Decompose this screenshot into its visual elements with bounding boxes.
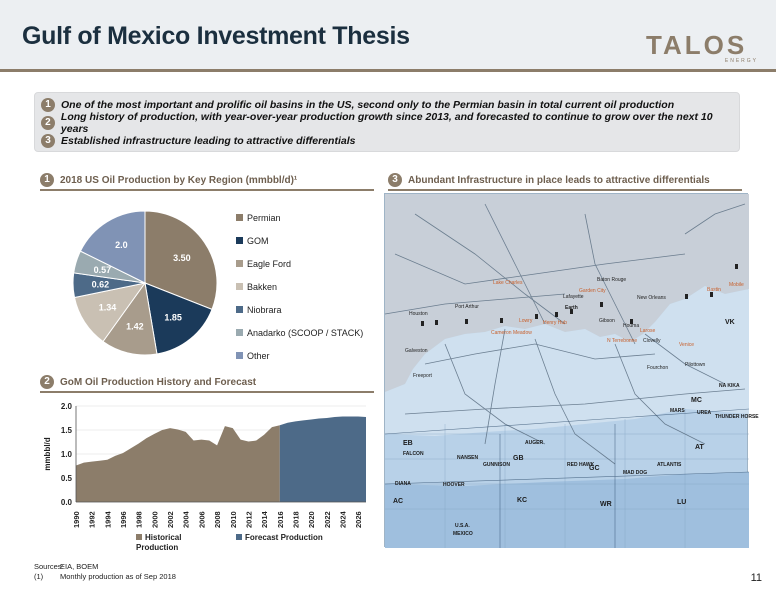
legend-label: GOM bbox=[247, 235, 269, 246]
legend-label: Eagle Ford bbox=[247, 258, 292, 269]
legend-label: Bakken bbox=[247, 281, 278, 292]
footnote-line bbox=[34, 572, 176, 581]
area-ac: AC bbox=[393, 498, 404, 505]
map-label-n-terrebonne: N Terrebonne bbox=[607, 338, 638, 344]
legend-label: Historical Production bbox=[136, 533, 182, 552]
x-tick-label: 2022 bbox=[322, 511, 332, 528]
map-label-garden-city: Garden City bbox=[579, 288, 606, 294]
x-tick-label: 1992 bbox=[87, 511, 97, 528]
infrastructure-map bbox=[384, 193, 759, 547]
area-mexico: MEXICO bbox=[453, 531, 473, 537]
legend-swatch bbox=[236, 283, 243, 290]
section-divider bbox=[40, 189, 374, 191]
legend-swatch bbox=[236, 214, 243, 221]
y-tick-label: 1.5 bbox=[60, 426, 72, 435]
sources-label: Sources: bbox=[34, 562, 64, 571]
x-tick-label: 2026 bbox=[354, 511, 364, 528]
pie-legend bbox=[236, 206, 363, 367]
area-series-forecast bbox=[280, 417, 366, 502]
thesis-point-2 bbox=[41, 111, 739, 135]
map-label-cameron-meadow: Cameron Meadow bbox=[491, 330, 532, 336]
x-tick-label: 1994 bbox=[103, 511, 113, 528]
pie-value-label: 2.0 bbox=[115, 240, 128, 251]
y-tick-label: 2.0 bbox=[60, 402, 72, 411]
area-nansen: NANSEN bbox=[457, 455, 479, 461]
y-tick-label: 1.0 bbox=[60, 450, 72, 459]
map-label-lowry: Lowry bbox=[519, 318, 533, 324]
legend-swatch bbox=[236, 329, 243, 336]
legend-item bbox=[236, 298, 363, 321]
area-gunnison: GUNNISON bbox=[483, 462, 510, 468]
y-tick-label: 0.0 bbox=[60, 498, 72, 507]
section-title-pie bbox=[40, 173, 297, 187]
area-na-kika: NA KIKA bbox=[719, 383, 740, 389]
thesis-text: One of the most important and prolific oil basins in the US, second only to the Permian basin in total current oil production bbox=[61, 99, 675, 111]
y-axis-label: mmbbl/d bbox=[43, 437, 52, 471]
legend-item bbox=[236, 229, 363, 252]
sources-text: EIA, BOEM bbox=[60, 562, 99, 571]
map-label-houston: Houston bbox=[409, 311, 428, 317]
x-tick-label: 1990 bbox=[72, 511, 81, 528]
area-usa: U.S.A. bbox=[455, 523, 470, 529]
legend-label: Niobrara bbox=[247, 304, 282, 315]
map-label-houma: Houma bbox=[623, 323, 640, 329]
area-thunder-horse: THUNDER HORSE bbox=[715, 414, 759, 420]
area-series-historical bbox=[76, 425, 280, 502]
pie-value-label: 1.42 bbox=[126, 321, 144, 332]
legend-item bbox=[236, 206, 363, 229]
map-label-venice: Venice bbox=[679, 342, 695, 348]
map-label-larose: Larose bbox=[640, 328, 656, 334]
area-mad-dog: MAD DOG bbox=[623, 470, 648, 476]
number-badge: 1 bbox=[40, 173, 54, 187]
area-lu: LU bbox=[677, 499, 687, 506]
pie-value-label: 1.34 bbox=[98, 302, 117, 313]
map-label-galveston: Galveston bbox=[405, 348, 428, 354]
pie-chart bbox=[60, 203, 230, 363]
legend-label: Forecast Production bbox=[245, 533, 323, 542]
area-wr: WR bbox=[600, 501, 612, 508]
y-tick-label: 0.5 bbox=[60, 474, 72, 483]
thesis-point-3 bbox=[41, 133, 355, 149]
map-label-port-arthur: Port Arthur bbox=[455, 304, 479, 310]
x-tick-label: 2010 bbox=[228, 511, 238, 528]
map-label-clovelly: Clovelly bbox=[643, 338, 661, 344]
section-title-text: GoM Oil Production History and Forecast bbox=[60, 376, 257, 388]
map-label-new-orleans: New Orleans bbox=[637, 295, 666, 301]
section-title-text: Abundant Infrastructure in place leads to attractive differentials bbox=[408, 174, 710, 186]
x-tick-label: 2012 bbox=[244, 511, 254, 528]
legend-swatch bbox=[236, 534, 242, 540]
legend-swatch bbox=[136, 534, 142, 540]
logo-wordmark: TALOS bbox=[646, 30, 748, 60]
map-label-pilottown: Pilottown bbox=[685, 362, 706, 368]
pie-value-label: 1.85 bbox=[164, 312, 182, 323]
x-tick-label: 2006 bbox=[197, 511, 207, 528]
map-label-henry-hub: Henry Hub bbox=[543, 320, 567, 326]
thesis-box bbox=[34, 92, 740, 152]
legend-item bbox=[236, 321, 363, 344]
legend-swatch bbox=[236, 306, 243, 313]
map-label-freeport: Freeport bbox=[413, 373, 432, 379]
x-tick-label: 1998 bbox=[134, 511, 144, 528]
map-label-baton-rouge: Baton Rouge bbox=[597, 277, 627, 283]
map-label-lake-charles: Lake Charles bbox=[493, 280, 523, 286]
map-graphic bbox=[385, 194, 759, 548]
legend-label: Anadarko (SCOOP / STACK) bbox=[247, 327, 364, 338]
sources-line bbox=[34, 562, 99, 571]
area-atlantis: ATLANTIS bbox=[657, 462, 682, 468]
area-hoover: HOOVER bbox=[443, 482, 465, 488]
legend-label: Other bbox=[247, 350, 270, 361]
talos-logo bbox=[646, 30, 764, 70]
x-tick-label: 2020 bbox=[307, 511, 317, 528]
page-number: 11 bbox=[750, 572, 762, 584]
number-badge: 2 bbox=[41, 116, 55, 130]
area-auger: AUGER bbox=[525, 440, 544, 446]
thesis-text: Long history of production, with year-over-year production growth since 2013, and forecasted to continue to grow over the next 10 years bbox=[60, 111, 713, 135]
legend-item bbox=[236, 344, 363, 367]
map-label-fourchon: Fourchon bbox=[647, 365, 669, 371]
legend-item bbox=[236, 275, 363, 298]
header-bar bbox=[0, 0, 776, 72]
x-tick-label: 2016 bbox=[275, 511, 285, 528]
map-label-lafayette: Lafayette bbox=[563, 294, 584, 300]
map-label-mobile: Mobile bbox=[729, 282, 744, 288]
number-badge: 2 bbox=[40, 375, 54, 389]
legend-item bbox=[236, 252, 363, 275]
area-gb: GB bbox=[513, 455, 524, 462]
number-badge: 3 bbox=[388, 173, 402, 187]
area-chart bbox=[40, 398, 376, 558]
area-eb: EB bbox=[403, 440, 413, 447]
legend-swatch bbox=[236, 237, 243, 244]
area-mars: MARS bbox=[670, 408, 685, 414]
footnote-text: Monthly production as of Sep 2018 bbox=[60, 572, 176, 581]
section-divider bbox=[388, 189, 742, 191]
number-badge: 1 bbox=[41, 98, 55, 112]
logo-subtext: ENERGY bbox=[724, 58, 758, 64]
x-tick-label: 2000 bbox=[150, 511, 160, 528]
area-red-hawk: RED HAWK bbox=[567, 462, 595, 468]
legend-label: Permian bbox=[247, 212, 281, 223]
legend-swatch bbox=[236, 352, 243, 359]
pie-value-label: 0.57 bbox=[93, 264, 112, 275]
map-label-gibson: Gibson bbox=[599, 318, 615, 324]
section-title-map bbox=[388, 173, 710, 187]
x-tick-label: 2024 bbox=[338, 511, 348, 528]
x-tick-label: 2008 bbox=[213, 511, 223, 528]
page-title: Gulf of Mexico Investment Thesis bbox=[22, 22, 410, 50]
section-title-area bbox=[40, 375, 256, 389]
deep-water bbox=[385, 472, 749, 548]
x-tick-label: 2004 bbox=[181, 511, 191, 528]
x-tick-label: 2014 bbox=[260, 511, 270, 528]
x-tick-label: 2018 bbox=[291, 511, 301, 528]
area-falcon: FALCON bbox=[403, 451, 424, 457]
area-urea: UREA bbox=[697, 410, 712, 416]
area-vk: VK bbox=[725, 319, 735, 326]
number-badge: 3 bbox=[41, 134, 55, 148]
area-mc: MC bbox=[691, 397, 702, 404]
x-tick-label: 2002 bbox=[166, 511, 176, 528]
area-diana: DIANA bbox=[395, 481, 411, 487]
map-label-earth: Earth bbox=[565, 305, 578, 311]
area-at: AT bbox=[695, 444, 704, 451]
x-tick-label: 1996 bbox=[119, 511, 129, 528]
footnote-label: (1) bbox=[34, 572, 44, 581]
area-gc: GC bbox=[589, 465, 600, 472]
pie-value-label: 3.50 bbox=[173, 252, 191, 263]
legend-swatch bbox=[236, 260, 243, 267]
section-title-text: 2018 US Oil Production by Key Region (mmbbl/d)¹ bbox=[60, 174, 298, 186]
thesis-text: Established infrastructure leading to attractive differentials bbox=[61, 135, 356, 147]
section-divider bbox=[40, 391, 374, 393]
area-kc: KC bbox=[517, 497, 528, 504]
pie-value-label: 0.62 bbox=[91, 279, 110, 290]
map-label-bastin: Bastin bbox=[707, 287, 721, 293]
